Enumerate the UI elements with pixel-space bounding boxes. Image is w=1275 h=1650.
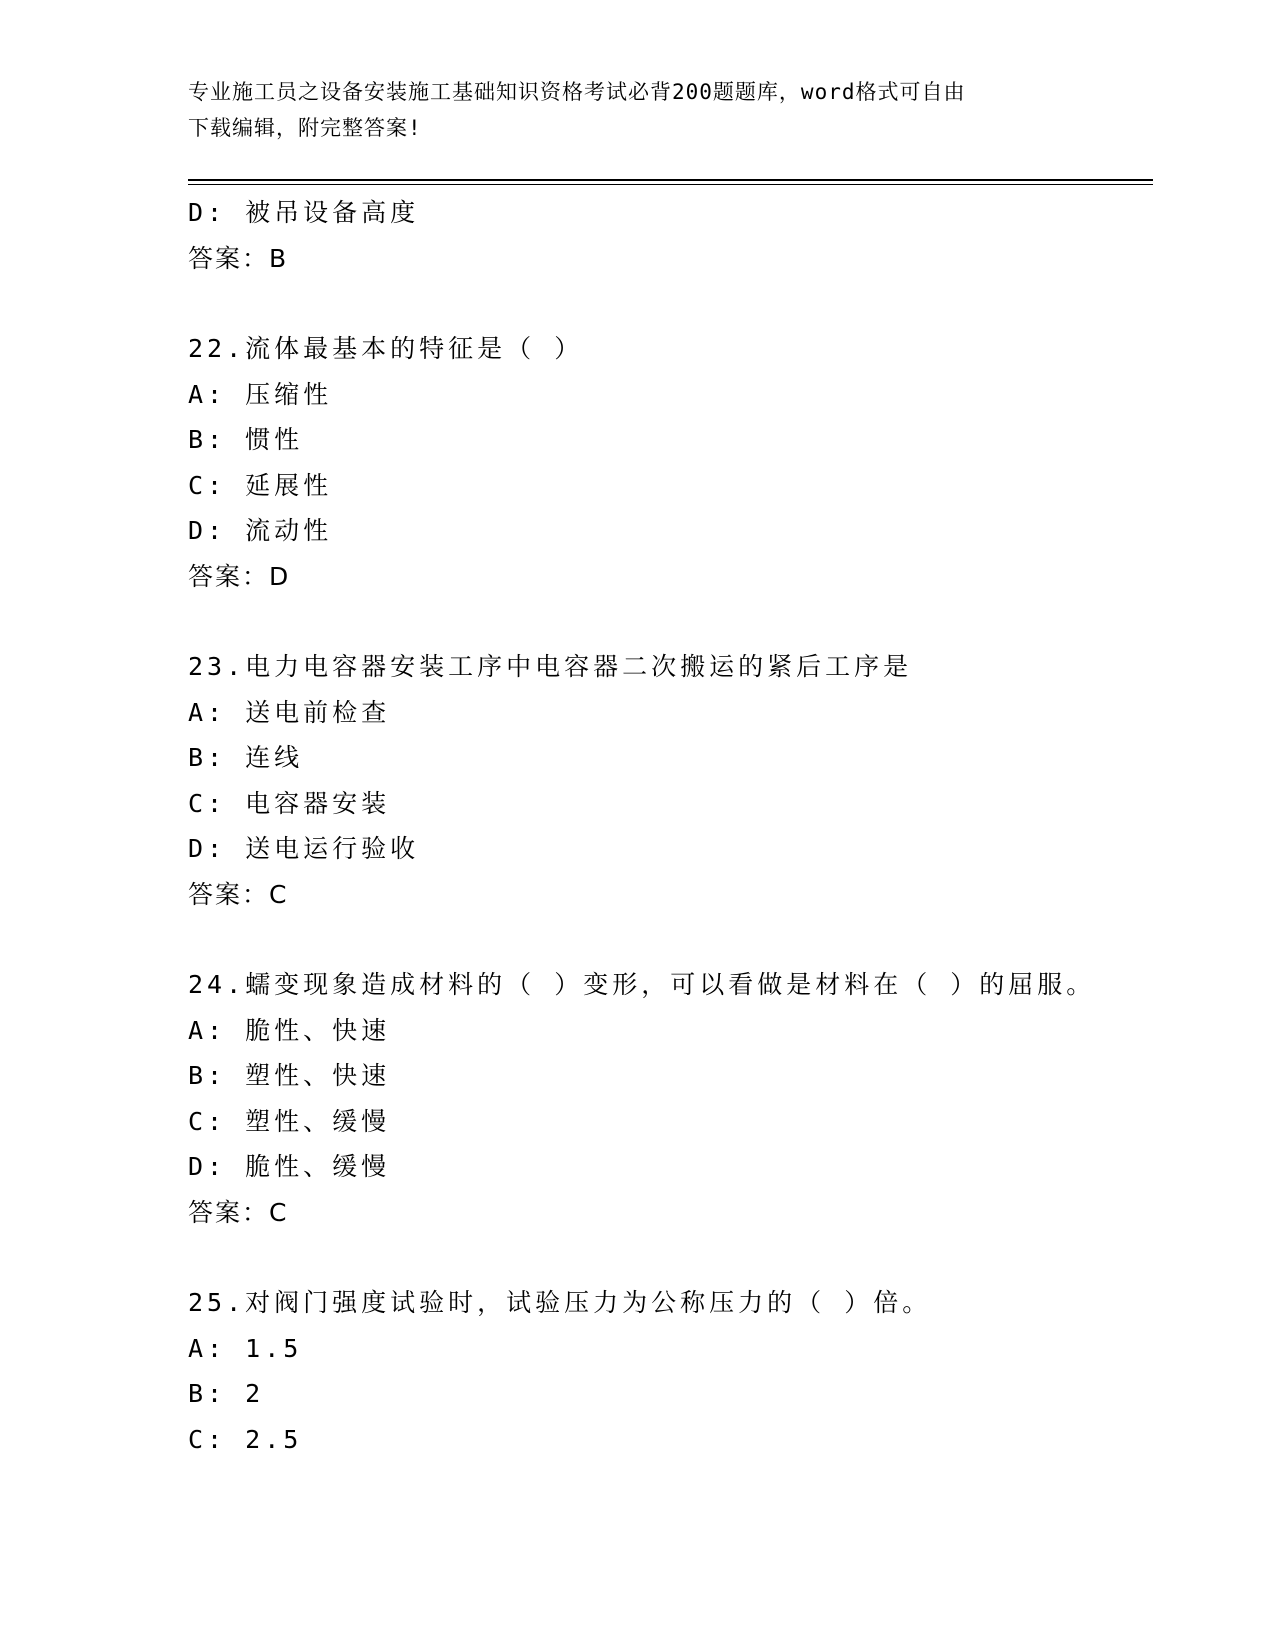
- option-b: B: 连线: [188, 743, 304, 772]
- option-c: C: 延展性: [188, 470, 333, 500]
- question-25: [188, 1280, 1148, 1462]
- option-a: A: 送电前检查: [188, 697, 391, 727]
- option-d: D: 流动性: [188, 516, 333, 545]
- option-c: C: 电容器安装: [188, 788, 391, 818]
- option-d: D: 脆性、缓慢: [188, 1152, 391, 1181]
- prev-option-d: D: 被吊设备高度: [188, 198, 420, 227]
- prev-answer: 答案：B: [188, 243, 289, 273]
- question-title: 24.蠕变现象造成材料的（ ）变形，可以看做是材料在（ ）的屈服。: [188, 970, 1096, 999]
- answer: 答案：D: [188, 561, 291, 591]
- option-a: A: 压缩性: [188, 379, 333, 409]
- question-title: 25.对阀门强度试验时，试验压力为公称压力的（ ）倍。: [188, 1288, 932, 1317]
- header-divider-thick: [188, 179, 1153, 181]
- option-c: C: 塑性、缓慢: [188, 1106, 391, 1136]
- option-a: A: 1.5: [188, 1333, 303, 1363]
- question-title: 22.流体最基本的特征是（ ）: [188, 334, 584, 363]
- option-c: C: 2.5: [188, 1424, 303, 1454]
- question-22: [188, 326, 1148, 599]
- option-b: B: 2: [188, 1379, 265, 1408]
- question-24: [188, 962, 1148, 1235]
- option-a: A: 脆性、快速: [188, 1015, 391, 1045]
- answer: 答案：C: [188, 879, 289, 909]
- question-title: 23.电力电容器安装工序中电容器二次搬运的紧后工序是: [188, 652, 913, 681]
- answer: 答案：C: [188, 1197, 289, 1227]
- header-line-2: 下载编辑，附完整答案!: [188, 116, 422, 140]
- question-list: [188, 190, 1148, 1462]
- question-23: [188, 644, 1148, 917]
- header-divider-thin: [188, 184, 1153, 185]
- option-b: B: 塑性、快速: [188, 1061, 391, 1090]
- option-b: B: 惯性: [188, 425, 304, 454]
- header-line-1: 专业施工员之设备安装施工基础知识资格考试必背200题题库，word格式可自由: [188, 80, 966, 104]
- document-header: [188, 74, 1078, 146]
- option-d: D: 送电运行验收: [188, 834, 420, 863]
